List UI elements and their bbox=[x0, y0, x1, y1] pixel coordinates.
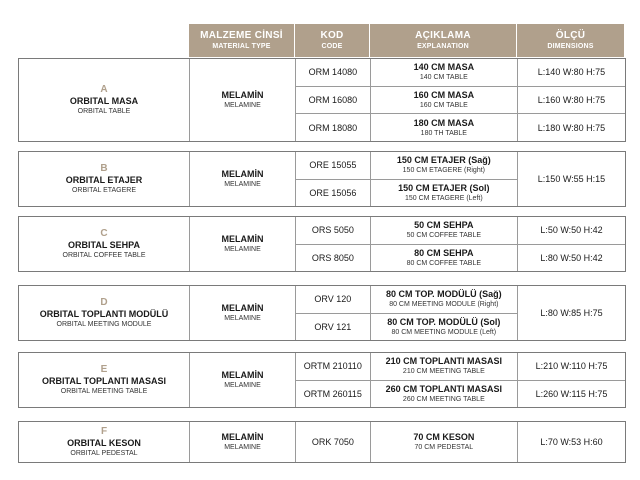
product-code: ORV 120 bbox=[296, 286, 371, 313]
material-en: MELAMINE bbox=[224, 181, 261, 188]
group-name bbox=[19, 152, 190, 206]
description-tr: 70 CM KESON bbox=[413, 432, 475, 442]
header-code-tr: KOD bbox=[320, 29, 344, 41]
material-en: MELAMINE bbox=[224, 246, 261, 253]
product-dimensions: L:80 W:85 H:75 bbox=[540, 308, 603, 318]
product-dimensions: L:70 W:53 H:60 bbox=[540, 437, 603, 447]
group-dimensions bbox=[518, 217, 625, 271]
product-description bbox=[371, 152, 517, 179]
product-dimensions: L:260 W:115 H:75 bbox=[535, 388, 608, 399]
product-code: ORK 7050 bbox=[296, 422, 371, 462]
product-description bbox=[371, 180, 517, 207]
group-material bbox=[190, 152, 296, 206]
description-tr: 80 CM TOP. MODÜLÜ (Sağ) bbox=[385, 289, 502, 300]
group-dimensions bbox=[518, 59, 625, 141]
group-material bbox=[190, 286, 296, 340]
material-en: MELAMINE bbox=[224, 102, 261, 109]
table-row bbox=[296, 152, 517, 180]
product-description bbox=[371, 381, 517, 408]
group-name-tr: ORBITAL ETAJER bbox=[65, 175, 143, 185]
material-tr: MELAMİN bbox=[221, 90, 264, 100]
group-letter: E bbox=[100, 364, 108, 375]
group-rows bbox=[296, 59, 518, 141]
description-en: 150 CM ETAGERE (Right) bbox=[402, 167, 485, 175]
product-group-f bbox=[18, 421, 626, 463]
table-row bbox=[296, 314, 517, 341]
group-material bbox=[190, 353, 296, 407]
description-en: 180 TH TABLE bbox=[420, 129, 467, 137]
group-rows bbox=[296, 353, 518, 407]
group-name-tr: ORBITAL MASA bbox=[69, 96, 139, 106]
table-row bbox=[296, 381, 517, 408]
product-group-e bbox=[18, 352, 626, 408]
product-code: ORM 18080 bbox=[296, 114, 371, 141]
description-en: 260 CM MEETING TABLE bbox=[402, 395, 485, 403]
group-name-tr: ORBITAL TOPLANTI MASASI bbox=[41, 376, 166, 386]
description-en: 140 CM TABLE bbox=[419, 74, 468, 82]
product-dimensions: L:210 W:110 H:75 bbox=[518, 353, 625, 381]
product-code: ORE 15056 bbox=[296, 180, 371, 207]
product-group-a bbox=[18, 58, 626, 142]
product-dimensions: L:80 W:50 H:42 bbox=[540, 252, 603, 263]
product-code: ORE 15055 bbox=[296, 152, 371, 179]
group-name-en: ORBITAL ETAGERE bbox=[71, 187, 137, 194]
table-row bbox=[296, 180, 517, 207]
header-explanation-en: EXPLANATION bbox=[417, 42, 469, 50]
product-description bbox=[371, 422, 517, 462]
header-explanation-tr: AÇIKLAMA bbox=[415, 29, 471, 41]
group-letter: B bbox=[100, 163, 108, 174]
table-row bbox=[296, 114, 517, 141]
group-dimensions bbox=[518, 353, 625, 407]
description-en: 70 CM PEDESTAL bbox=[414, 444, 474, 451]
table-row bbox=[296, 353, 517, 381]
group-name-tr: ORBITAL SEHPA bbox=[67, 240, 140, 250]
header-dimensions-en: DIMENSIONS bbox=[547, 42, 594, 50]
material-en: MELAMINE bbox=[224, 382, 261, 389]
product-code: ORV 121 bbox=[296, 314, 371, 341]
description-tr: 150 CM ETAJER (Sol) bbox=[398, 182, 490, 193]
product-description bbox=[371, 114, 517, 141]
material-en: MELAMINE bbox=[224, 315, 261, 322]
description-tr: 180 CM MASA bbox=[413, 117, 475, 128]
description-tr: 210 CM TOPLANTI MASASI bbox=[385, 356, 503, 367]
product-code: ORTM 260115 bbox=[296, 381, 371, 408]
group-material bbox=[190, 59, 296, 141]
description-tr: 260 CM TOPLANTI MASASI bbox=[385, 383, 503, 394]
group-letter: F bbox=[100, 426, 108, 437]
material-tr: MELAMİN bbox=[221, 234, 264, 244]
product-dimensions: L:140 W:80 H:75 bbox=[518, 59, 625, 87]
product-description bbox=[371, 314, 517, 341]
group-name bbox=[19, 286, 190, 340]
header-material-tr: MALZEME CİNSİ bbox=[200, 29, 283, 41]
material-tr: MELAMİN bbox=[221, 432, 264, 442]
material-tr: MELAMİN bbox=[221, 169, 264, 179]
group-rows bbox=[296, 217, 518, 271]
description-tr: 80 CM TOP. MODÜLÜ (Sol) bbox=[387, 316, 501, 327]
product-code: ORS 8050 bbox=[296, 245, 371, 272]
group-name bbox=[19, 353, 190, 407]
product-description bbox=[371, 59, 517, 86]
product-group-d bbox=[18, 285, 626, 341]
description-en: 80 CM MEETING MODULE (Left) bbox=[391, 328, 497, 336]
table-header bbox=[189, 24, 624, 57]
description-en: 50 CM COFFEE TABLE bbox=[406, 232, 482, 240]
header-explanation bbox=[370, 24, 517, 57]
group-name-en: ORBITAL TABLE bbox=[77, 108, 131, 115]
table-row bbox=[296, 286, 517, 314]
product-description bbox=[371, 286, 517, 313]
description-tr: 50 CM SEHPA bbox=[414, 220, 474, 231]
group-rows bbox=[296, 286, 518, 340]
product-dimensions: L:160 W:80 H:75 bbox=[518, 87, 625, 115]
header-code-en: CODE bbox=[321, 42, 343, 50]
group-rows bbox=[296, 152, 518, 206]
product-code: ORM 14080 bbox=[296, 59, 371, 86]
product-description bbox=[371, 87, 517, 114]
header-code bbox=[295, 24, 370, 57]
group-rows bbox=[296, 422, 518, 462]
description-tr: 140 CM MASA bbox=[413, 62, 475, 73]
header-dimensions bbox=[517, 24, 624, 57]
product-description bbox=[371, 353, 517, 380]
description-en: 150 CM ETAGERE (Left) bbox=[405, 194, 483, 202]
description-tr: 150 CM ETAJER (Sağ) bbox=[396, 155, 491, 166]
group-name bbox=[19, 217, 190, 271]
description-tr: 80 CM SEHPA bbox=[414, 247, 474, 258]
group-letter: A bbox=[100, 84, 108, 95]
table-row bbox=[296, 217, 517, 245]
header-material bbox=[189, 24, 295, 57]
group-letter: C bbox=[100, 228, 108, 239]
group-name bbox=[19, 422, 190, 462]
description-en: 80 CM COFFEE TABLE bbox=[406, 259, 482, 267]
product-code: ORTM 210110 bbox=[296, 353, 371, 380]
group-name-tr: ORBITAL TOPLANTI MODÜLÜ bbox=[39, 309, 169, 319]
product-description bbox=[371, 217, 517, 244]
product-dimensions: L:50 W:50 H:42 bbox=[518, 217, 625, 245]
product-dimensions: L:180 W:80 H:75 bbox=[537, 122, 606, 133]
group-material bbox=[190, 217, 296, 271]
table-row bbox=[296, 245, 517, 272]
material-en: MELAMINE bbox=[224, 444, 261, 451]
group-material bbox=[190, 422, 296, 462]
table-row bbox=[296, 87, 517, 115]
header-material-en: MATERIAL TYPE bbox=[212, 42, 271, 50]
product-dimensions: L:150 W:55 H:15 bbox=[537, 174, 606, 184]
product-group-b bbox=[18, 151, 626, 207]
product-code: ORM 16080 bbox=[296, 87, 371, 114]
group-name-en: ORBITAL COFFEE TABLE bbox=[62, 252, 146, 259]
product-description bbox=[371, 245, 517, 272]
group-name-en: ORBITAL PEDESTAL bbox=[70, 450, 138, 457]
header-dimensions-tr: ÖLÇÜ bbox=[555, 29, 586, 41]
description-en: 160 CM TABLE bbox=[419, 102, 468, 109]
material-tr: MELAMİN bbox=[221, 303, 264, 313]
material-tr: MELAMİN bbox=[221, 370, 264, 380]
description-en: 80 CM MEETING MODULE (Right) bbox=[389, 301, 499, 309]
table-row bbox=[296, 422, 517, 462]
product-group-c bbox=[18, 216, 626, 272]
description-en: 210 CM MEETING TABLE bbox=[402, 368, 485, 376]
group-name-en: ORBITAL MEETING TABLE bbox=[60, 388, 148, 395]
table-row bbox=[296, 59, 517, 87]
product-code: ORS 5050 bbox=[296, 217, 371, 244]
description-tr: 160 CM MASA bbox=[413, 90, 475, 100]
group-name-en: ORBITAL MEETING MODULE bbox=[56, 321, 152, 328]
group-name bbox=[19, 59, 190, 141]
group-name-tr: ORBITAL KESON bbox=[67, 438, 141, 448]
group-letter: D bbox=[100, 297, 108, 308]
